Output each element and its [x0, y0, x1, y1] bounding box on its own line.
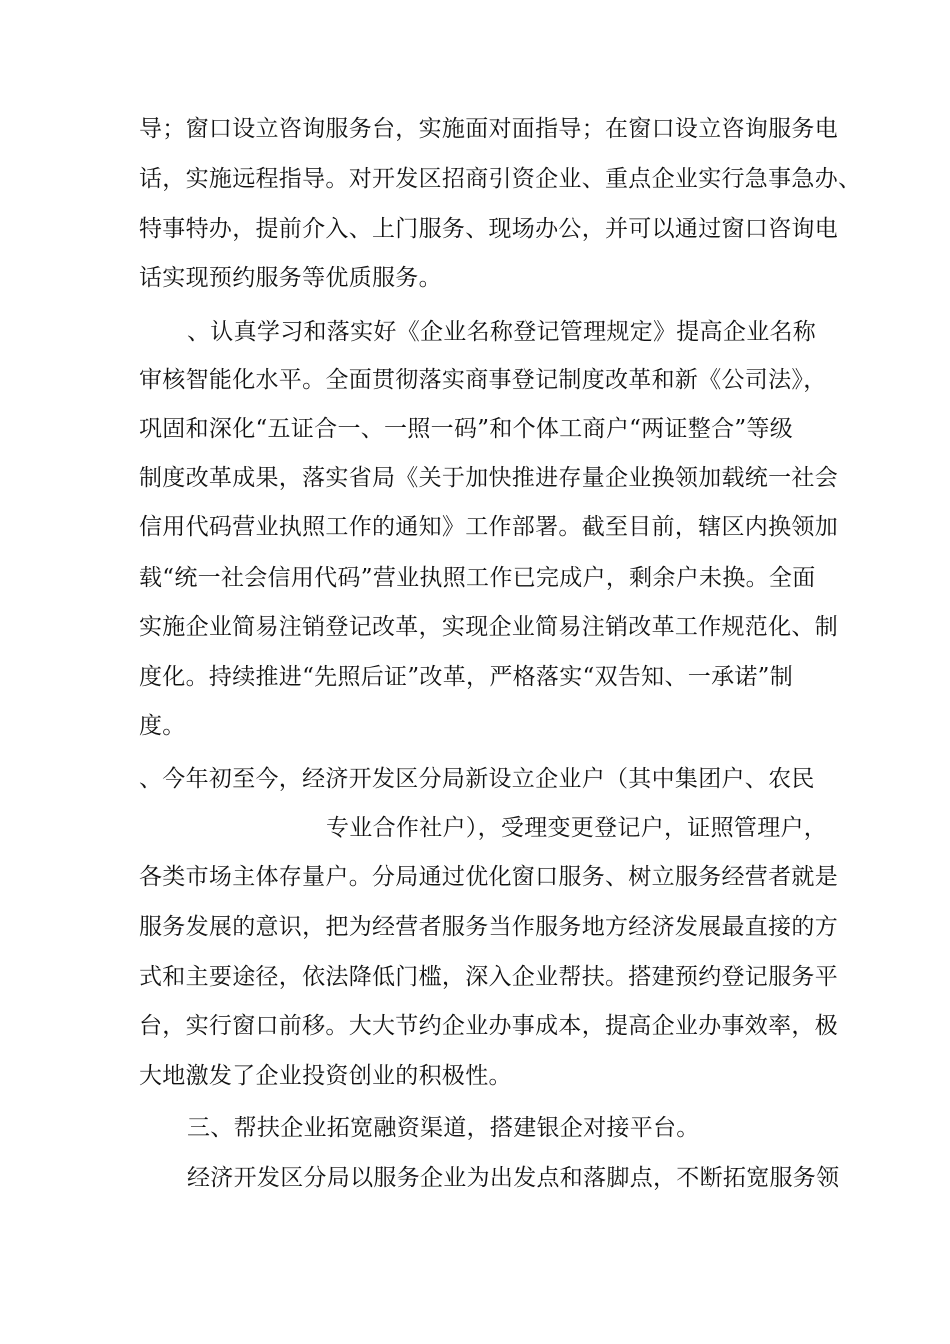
- section-heading: 三、帮扶企业拓宽融资渠道，搭建银企对接平台。: [187, 1115, 700, 1141]
- text-line: 大地激发了企业投资创业的积极性。: [139, 1063, 512, 1089]
- text-line: 导；窗口设立咨询服务台，实施面对面指导；在窗口设立咨询服务电: [139, 116, 838, 142]
- text-line: 实施企业简易注销登记改革，实现企业简易注销改革工作规范化、制: [139, 614, 838, 640]
- text-line: 经济开发区分局以服务企业为出发点和落脚点，不断拓宽服务领: [187, 1165, 840, 1191]
- text-line: 服务发展的意识，把为经营者服务当作服务地方经济发展最直接的方: [139, 914, 838, 940]
- text-line: 、今年初至今，经济开发区分局新设立企业户（其中集团户、农民: [139, 766, 815, 792]
- text-line: 载“统一社会信用代码”营业执照工作已完成户，剩余户未换。全面: [139, 565, 816, 591]
- text-line: 制度改革成果，落实省局《关于加快推进存量企业换领加载统一社会: [139, 465, 838, 491]
- text-line: 审核智能化水平。全面贯彻落实商事登记制度改革和新《公司法》，: [139, 367, 827, 393]
- text-line: 话，实施远程指导。对开发区招商引资企业、重点企业实行急事急办、: [139, 166, 862, 192]
- text-line: 巩固和深化“五证合一、一照一码”和个体工商户“两证整合”等级: [139, 416, 794, 442]
- text-line: 度化。持续推进“先照后证”改革，严格落实“双告知、一承诺”制: [139, 664, 794, 690]
- text-line: 专业合作社户），受理变更登记户，证照管理户，: [326, 815, 828, 841]
- text-line: 特事特办，提前介入、上门服务、现场办公，并可以通过窗口咨询电: [139, 216, 838, 242]
- text-line: 、认真学习和落实好《企业名称登记管理规定》提高企业名称: [187, 319, 817, 345]
- text-line: 信用代码营业执照工作的通知》工作部署。截至目前，辖区内换领加: [139, 514, 838, 540]
- text-line: 度。: [139, 713, 186, 739]
- text-line: 式和主要途径，依法降低门槛，深入企业帮扶。搭建预约登记服务平: [139, 964, 838, 990]
- text-line: 话实现预约服务等优质服务。: [139, 265, 442, 291]
- text-line: 各类市场主体存量户。分局通过优化窗口服务、树立服务经营者就是: [139, 864, 838, 890]
- text-line: 台，实行窗口前移。大大节约企业办事成本，提高企业办事效率，极: [139, 1013, 838, 1039]
